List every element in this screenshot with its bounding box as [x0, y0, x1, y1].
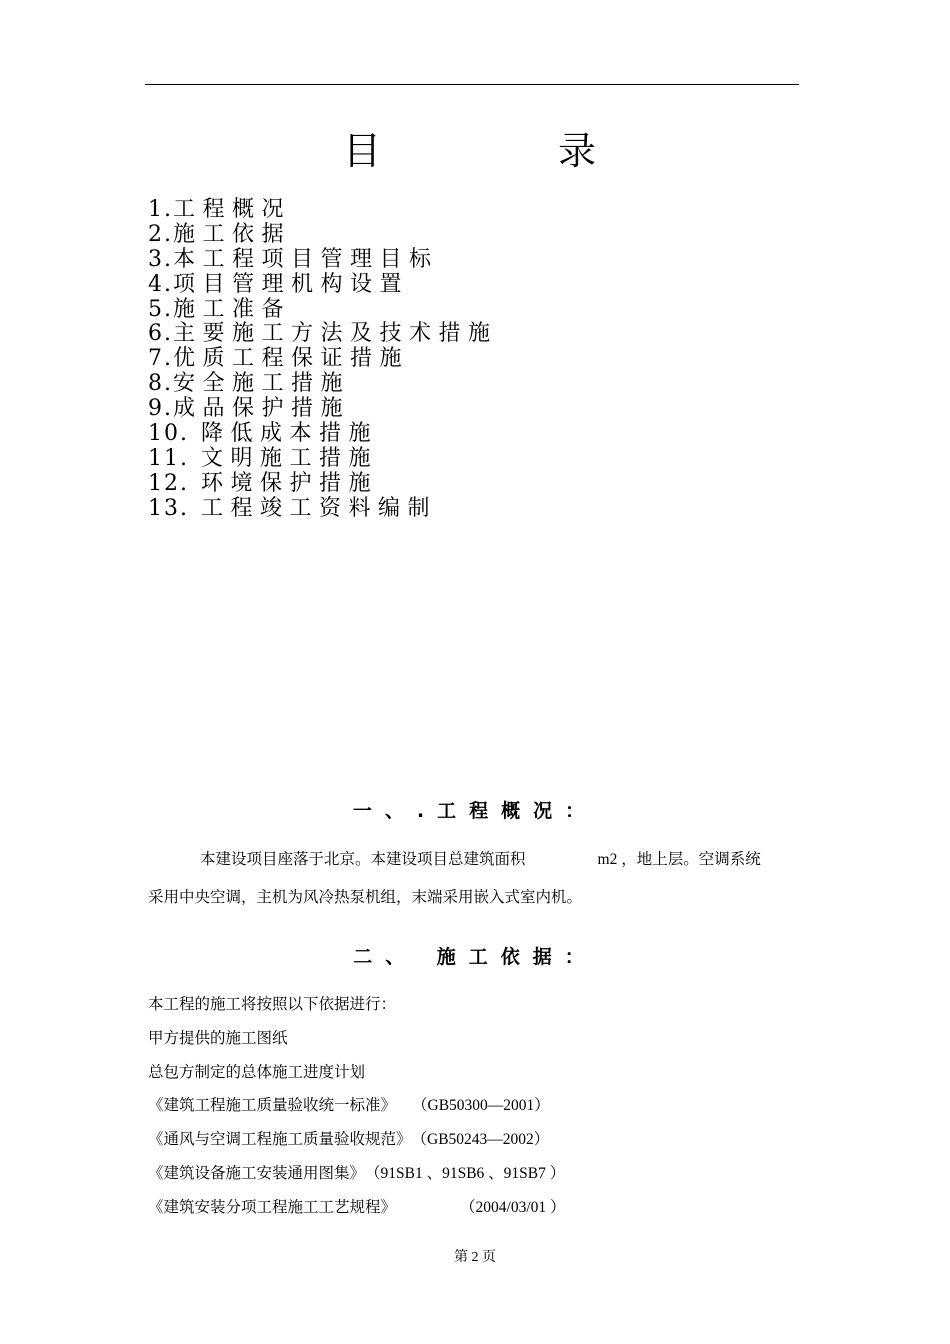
toc-item-number: 10. — [148, 421, 189, 447]
toc-item — [148, 497, 498, 522]
toc-item-text: 施工依据 — [173, 221, 292, 247]
page-number: 第 2 页 — [454, 1250, 496, 1265]
standard-code: （91SB1 、91SB6 、91SB7 ） — [365, 1165, 566, 1182]
toc-item — [148, 322, 498, 347]
toc-item-number: 8. — [148, 371, 173, 397]
standard-item — [148, 1128, 566, 1162]
toc-item — [148, 298, 498, 323]
toc-item-number: 6. — [148, 321, 173, 347]
toc-item — [148, 248, 498, 273]
toc-item-number: 3. — [148, 246, 173, 272]
section1-paragraph-line1 — [200, 847, 761, 869]
toc-item-number: 9. — [148, 396, 173, 422]
toc-item-text: 工程竣工资料编制 — [201, 495, 438, 521]
toc-item-text: 优质工程保证措施 — [173, 346, 410, 372]
toc-item — [148, 223, 498, 248]
standard-code: （2004/03/01 ） — [460, 1199, 566, 1216]
toc-item-number: 1. — [148, 197, 173, 222]
section1-heading: 一、.工程概况： — [352, 800, 598, 822]
standards-list — [148, 1094, 566, 1230]
standard-code: （GB50300—2001） — [412, 1097, 550, 1114]
toc-item-number: 13. — [148, 495, 189, 521]
toc-item-number: 5. — [148, 296, 173, 322]
standard-item — [148, 1196, 566, 1230]
toc-item — [148, 447, 498, 472]
toc-item-text: 本工程项目管理目标 — [173, 246, 439, 272]
toc-item-number: 4. — [148, 271, 173, 297]
toc-item-text: 环境保护措施 — [201, 470, 379, 496]
toc-item — [148, 372, 498, 397]
basis-item-drawings: 甲方提供的施工图纸 — [148, 1030, 288, 1047]
basis-item-schedule: 总包方制定的总体施工进度计划 — [148, 1064, 366, 1081]
toc-item-number: 7. — [148, 346, 173, 372]
standard-item — [148, 1162, 566, 1196]
toc-list — [148, 198, 498, 522]
section1-line1-b: m2 ，地上层。空调系统 — [597, 851, 761, 868]
toc-item — [148, 198, 498, 223]
section1-paragraph-line2: 采用中央空调，主机为风冷热泵机组，末端采用嵌入式室内机。 — [148, 889, 583, 906]
toc-item-text: 成品保护措施 — [173, 396, 351, 422]
section2-intro: 本工程的施工将按照以下依据进行： — [148, 996, 397, 1013]
toc-item-text: 施工准备 — [173, 296, 292, 322]
standard-code: （GB50243—2002） — [411, 1131, 550, 1148]
toc-item-text: 工程概况 — [173, 197, 292, 222]
standard-item — [148, 1094, 566, 1128]
toc-item — [148, 347, 498, 372]
section1-line1-a: 本建设项目座落于北京。本建设项目总建筑面积 — [200, 851, 526, 868]
toc-item — [148, 397, 498, 422]
toc-item-text: 文明施工措施 — [201, 445, 379, 471]
toc-item-number: 12. — [148, 470, 189, 496]
toc-item-text: 降低成本措施 — [201, 421, 379, 447]
toc-title — [0, 126, 950, 176]
standard-name: 《通风与空调工程施工质量验收规范》 — [148, 1131, 412, 1148]
standard-name: 《建筑设备施工安装通用图集》 — [148, 1165, 366, 1182]
header-rule — [145, 84, 799, 85]
section2-heading: 二、 施工依据： — [353, 946, 597, 968]
toc-item-number: 11. — [148, 445, 189, 471]
toc-title-right: 录 — [558, 129, 597, 173]
standard-name: 《建筑安装分项工程施工工艺规程》 — [148, 1199, 397, 1216]
toc-item-text: 主要施工方法及技术措施 — [173, 321, 498, 347]
toc-title-left: 目 — [343, 129, 382, 173]
toc-item — [148, 472, 498, 497]
toc-item-text: 项目管理机构设置 — [173, 271, 410, 297]
toc-item — [148, 422, 498, 447]
toc-item-text: 安全施工措施 — [173, 371, 351, 397]
toc-item-number: 2. — [148, 221, 173, 247]
toc-item — [148, 273, 498, 298]
standard-name: 《建筑工程施工质量验收统一标准》 — [148, 1097, 397, 1114]
